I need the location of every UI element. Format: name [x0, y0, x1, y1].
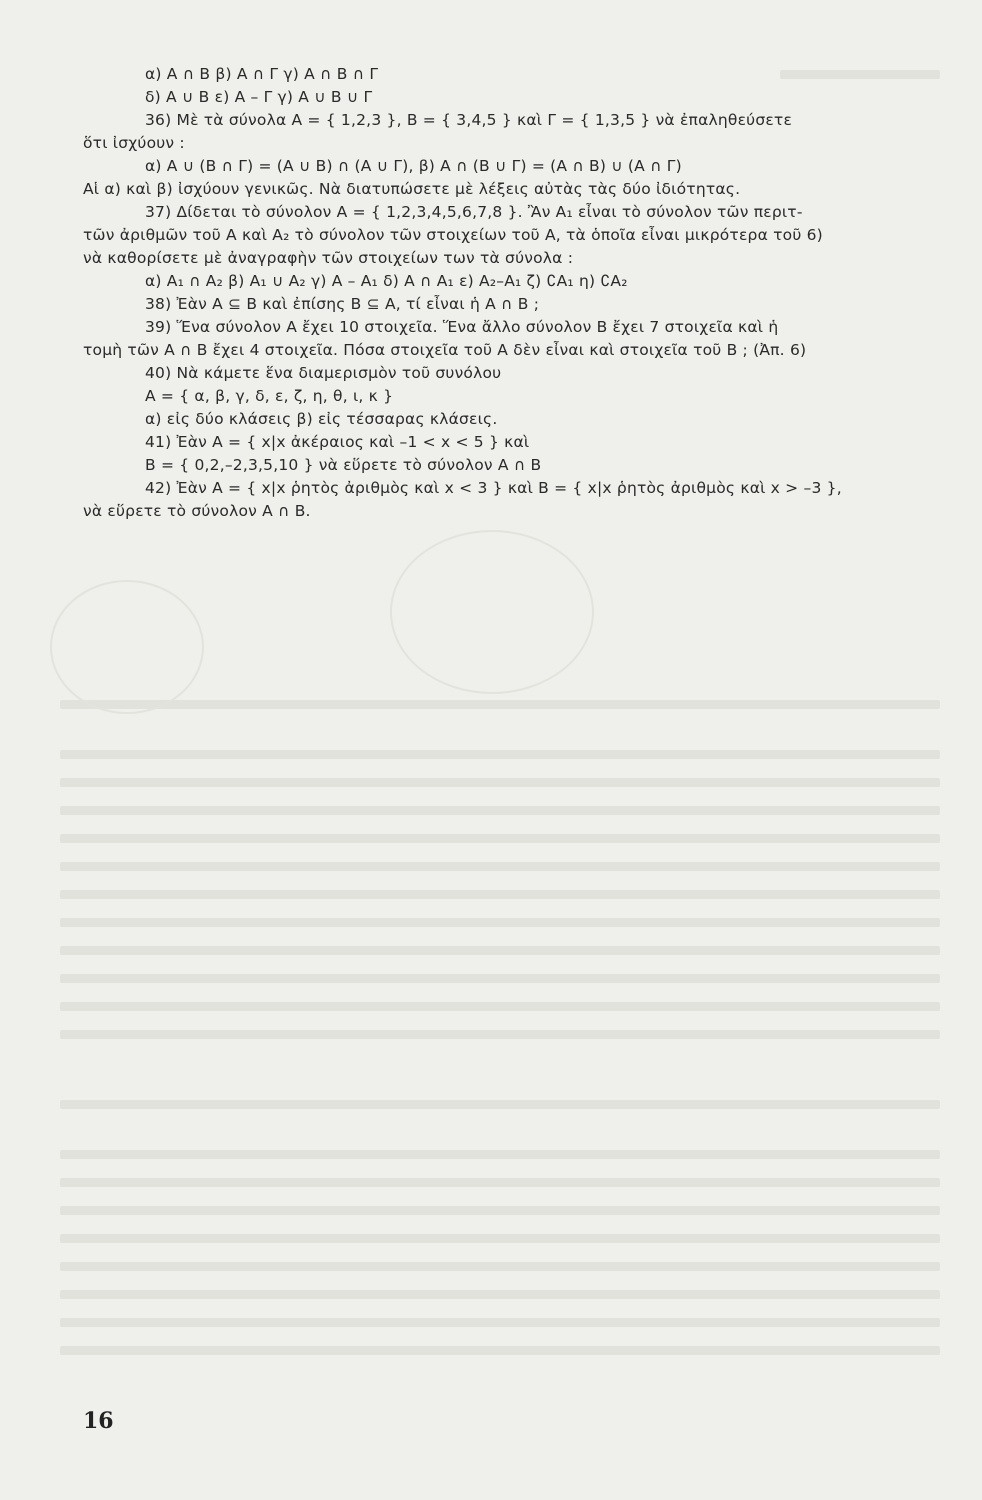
page-number: 16 — [83, 1408, 114, 1434]
exercise-37-line-2: τῶν ἀριθμῶν τοῦ A καὶ A₂ τὸ σύνολον τῶν στοιχείων τοῦ A, τὰ ὁποῖα εἶναι μικρότερα τοῦ 6) — [83, 226, 823, 244]
exercise-36-line-3: α) A ∪ (B ∩ Γ) = (A ∪ B) ∩ (A ∪ Γ), β) A ∩ (B ∪ Γ) = (A ∩ B) ∪ (A ∩ Γ) — [145, 157, 682, 175]
exercise-37-line-4: α) A₁ ∩ A₂ β) A₁ ∪ A₂ γ) A – A₁ δ) A ∩ A₁ ε) A₂–A₁ ζ) ∁A₁ η) ∁A₂ — [145, 272, 628, 290]
exercise-40-line-2: A = { α, β, γ, δ, ε, ζ, η, θ, ι, κ } — [145, 387, 394, 405]
exercise-42-line-2: νὰ εὕρετε τὸ σύνολον A ∩ B. — [83, 502, 311, 520]
exercise-40-line-1: 40) Νὰ κάμετε ἕνα διαμερισμὸν τοῦ συνόλου — [145, 364, 502, 382]
exercise-41-line-2: B = { 0,2,–2,3,5,10 } νὰ εὕρετε τὸ σύνολον A ∩ B — [145, 456, 542, 474]
text-line-2: δ) A ∪ B ε) A – Γ γ) A ∪ B ∪ Γ — [145, 88, 373, 106]
exercise-36-line-1: 36) Μὲ τὰ σύνολα A = { 1,2,3 }, B = { 3,4,5 } καὶ Γ = { 1,3,5 } νὰ ἐπαληθεύσετε — [145, 111, 793, 129]
text-line-1: α) A ∩ B β) A ∩ Γ γ) A ∩ B ∩ Γ — [145, 65, 379, 83]
exercise-36-line-4: Αἱ α) καὶ β) ἰσχύουν γενικῶς. Νὰ διατυπώσετε μὲ λέξεις αὐτὰς τὰς δύο ἰδιότητας. — [83, 180, 741, 198]
exercise-38-line-1: 38) Ἐὰν A ⊆ B καὶ ἐπίσης B ⊆ A, τί εἶναι ἡ A ∩ B ; — [145, 295, 540, 313]
exercise-37-line-3: νὰ καθορίσετε μὲ ἀναγραφὴν τῶν στοιχείων των τὰ σύνολα : — [83, 249, 574, 267]
exercise-40-line-3: α) εἰς δύο κλάσεις β) εἰς τέσσαρας κλάσεις. — [145, 410, 498, 428]
exercise-text-block — [83, 63, 951, 523]
exercise-37-line-1: 37) Δίδεται τὸ σύνολον A = { 1,2,3,4,5,6,7,8 }. Ἂν A₁ εἶναι τὸ σύνολον τῶν περιτ- — [145, 203, 803, 221]
exercise-41-line-1: 41) Ἐὰν A = { x|x ἀκέραιος καὶ –1 < x < 5 } καὶ — [145, 433, 530, 451]
exercise-42-line-1: 42) Ἐὰν A = { x|x ῥητὸς ἀριθμὸς καὶ x < 3 } καὶ B = { x|x ῥητὸς ἀριθμὸς καὶ x > –3 }, — [145, 479, 842, 497]
exercise-36-line-2: ὅτι ἰσχύουν : — [83, 134, 185, 152]
exercise-39-line-1: 39) Ἕνα σύνολον A ἔχει 10 στοιχεῖα. Ἕνα ἄλλο σύνολον B ἔχει 7 στοιχεῖα καὶ ἡ — [145, 318, 779, 336]
exercise-39-line-2: τομὴ τῶν A ∩ B ἔχει 4 στοιχεῖα. Πόσα στοιχεῖα τοῦ A δὲν εἶναι καὶ στοιχεῖα τοῦ B ; (Ἀπ. 6) — [83, 341, 807, 359]
